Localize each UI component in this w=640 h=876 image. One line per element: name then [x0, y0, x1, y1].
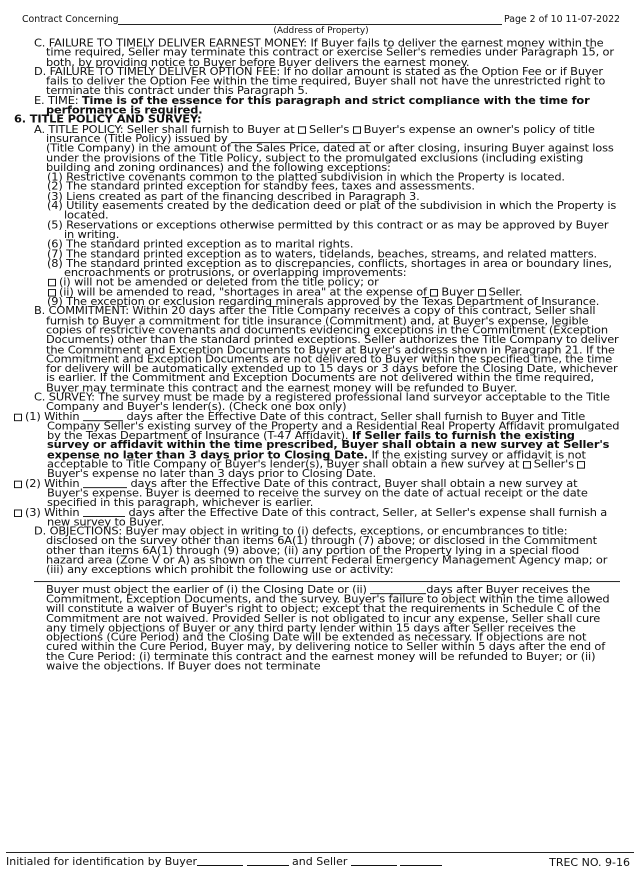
initials-seller-label: and Seller — [292, 855, 348, 868]
para-6b: B. COMMITMENT: Within 20 days after the Title Company receives a copy of this contract, Seller shall furnish to Buyer a commitment for title insurance (Commitment) and, at Buyer's expense, legible copies of restrictive covenants and documents evidencing exceptions in the Commitment (Exception Documents) other than the standard printed exceptions. Seller authorizes the Title Company to deliver the Commitment and Exception Documents to Buyer at Buyer's address shown in Paragraph 21. If the Commitment and Exception Documents are not delivered to Buyer within the specified time, the time for delivery will be automatically extended up to 15 days or 3 days before the Closing Date, whichever is earlier. If the Commitment and Exception Documents are not delivered within the time required, Buyer may terminate this contract and the earnest money will be refunded to Buyer. — [34, 304, 619, 394]
exception-5: (5) Reservations or exceptions otherwise permitted by this contract or as may be approved by Buyer in writing. — [47, 218, 609, 241]
exception-4: (4) Utility easements created by the dedication deed or plat of the subdivision in which the Property is located. — [47, 198, 617, 222]
address-line — [118, 24, 502, 25]
survey-option-1-checkbox[interactable] — [14, 413, 22, 420]
seller-initial-blank-1[interactable] — [351, 855, 397, 866]
section-6-heading: 6. TITLE POLICY AND SURVEY: — [14, 112, 202, 126]
exception-3: (3) Liens created as part of the financing described in Paragraph 3. — [47, 189, 420, 203]
para-6a: A. TITLE POLICY: Seller shall furnish to Buyer at Seller's Buyer's expense an owner's policy of title insurance (Title Policy) issued by — [34, 122, 595, 145]
page-number: Page 2 of 10 11-07-2022 — [503, 14, 620, 25]
address-caption: (Address of Property) — [273, 26, 369, 36]
new-survey-seller-checkbox[interactable] — [523, 461, 531, 468]
para-6c: C. SURVEY: The survey must be made by a registered professional land surveyor acceptable to the Title Company and Buyer's lender(s). (Check one box only) — [34, 390, 610, 414]
para-6d-cont: Buyer must object the earlier of (i) the Closing Date or (ii) days after Buyer receives the Commitment, Exception Documents, and the survey. Buyer's failure to object within the time allowed will constitute a waiver of Buyer's right to object; except that the requirements in Schedule C of the Commitment are not waived. Provided Seller is not obligated to incur any expense, Seller shall cure any timely objections of Buyer or any third party lender within 15 days after Seller receives the objections (Cure Period) and the Closing Date will be extended as necessary. If objections are not cured within the Cure Period, Buyer may, by delivering notice to Seller within 5 days after the end of the Cure Period: (i) terminate this contract and the earnest money will be refunded to Buyer; or (ii) waive the objections. If Buyer does not terminate — [46, 582, 610, 673]
buyer-initial-blank-1[interactable] — [197, 855, 243, 866]
survey-option-3-checkbox[interactable] — [14, 509, 22, 516]
initials-buyer-label: Initialed for identification by Buyer — [6, 855, 198, 868]
buyer-initial-blank-2[interactable] — [247, 855, 289, 866]
exception-7: (7) The standard printed exception as to waters, tidelands, beaches, streams, and related matters. — [47, 246, 597, 260]
para-5e: E. TIME: Time is of the essence for this paragraph and strict compliance with the time for performance is required. — [34, 93, 590, 117]
survey-option-2: (2) Within days after the Effective Date of this contract, Buyer shall obtain a new survey at Buyer's expense. Buyer is deemed to receive the survey on the date of actual receipt or the date specified in this paragraph, whichever is earlier. — [14, 479, 620, 508]
survey-option-2-checkbox[interactable] — [14, 480, 22, 487]
contract-body — [14, 38, 620, 671]
exception-1: (1) Restrictive covenants common to the platted subdivision in which the Property is located. — [47, 170, 565, 184]
para-5c: C. FAILURE TO TIMELY DELIVER EARNEST MONEY: If Buyer fails to deliver the earnest money within the time required, Seller may terminate this contract or exercise Seller's remedies under Paragraph 15, or both, by providing notice to Buyer before Buyer delivers the earnest money. — [34, 36, 614, 69]
exception-2: (2) The standard printed exception for standby fees, taxes and assessments. — [47, 179, 475, 193]
buyer-expense-checkbox[interactable] — [353, 126, 361, 133]
para-6a-cont: (Title Company) in the amount of the Sales Price, dated at or after closing, insuring Buyer against loss under the provisions of the Title Policy, subject to the promulgated exclusions (including existing building and zoning ordinances) and the following exceptions: — [46, 141, 614, 174]
exception-8: (8) The standard printed exception as to discrepancies, conflicts, shortages in area or boundary lines, encroachments or protrusions, or overlapping improvements: — [47, 256, 612, 279]
seller-expense-checkbox[interactable] — [298, 126, 306, 133]
contract-concerning-label: Contract Concerning — [22, 14, 119, 25]
exception-8-option-i: (i) will not be amended or deleted from the title policy; or — [14, 277, 620, 287]
para-5d: D. FAILURE TO TIMELY DELIVER OPTION FEE: If no dollar amount is stated as the Option Fee or if Buyer fails to deliver the Option Fee within the time required, Buyer shall not have the unrestricted right to terminate this contract under this Paragraph 5. — [34, 64, 606, 98]
seller-initial-blank-2[interactable] — [400, 855, 442, 866]
survey-option-1: (1) Within days after the Effective Date of this contract, Seller shall furnish to Buyer and Title Company Seller's existing survey of the Property and a Residential Real Property Affidavit promulgated by the Texas Department of Insurance (T-47 Affidavit). If Seller fails to furnish the existing survey or affidavit within the time prescribed, Buyer shall obtain a new survey at Seller's expense no later than 3 days prior to Closing Date. If the existing survey or affidavit is not acceptable to Title Company or Buyer's lender(s), Buyer shall obtain a new survey at Seller's Buyer's expense no later than 3 days prior to Closing Date. — [14, 411, 620, 478]
para-6d: D. OBJECTIONS: Buyer may object in writing to (i) defects, exceptions, or encumbrances to title: disclosed on the survey other than items 6A(1) through (7) above; or disclosed in the Commitment other than items 6A(1) through (9) above; (ii) any portion of the Property lying in a special flood hazard area (Zone V or A) as shown on the current Federal Emergency Management Agency map; or (iii) any exceptions which prohibit the following use or activity: — [34, 524, 608, 576]
new-survey-buyer-checkbox[interactable] — [577, 461, 585, 468]
option-i-checkbox[interactable] — [48, 279, 56, 286]
exception-8-option-ii: (ii) will be amended to read, "shortages in area" at the expense of Buyer Seller. — [14, 287, 620, 297]
form-number: TREC NO. 9-16 — [549, 856, 630, 869]
page-footer — [6, 852, 634, 872]
survey-option-3: (3) Within days after the Effective Date of this contract, Seller, at Seller's expense shall furnish a new survey to Buyer. — [14, 507, 620, 526]
exception-6: (6) The standard printed exception as to marital rights. — [47, 237, 354, 251]
exception-9: (9) The exception or exclusion regarding minerals approved by the Texas Department of Insurance. — [47, 294, 600, 308]
